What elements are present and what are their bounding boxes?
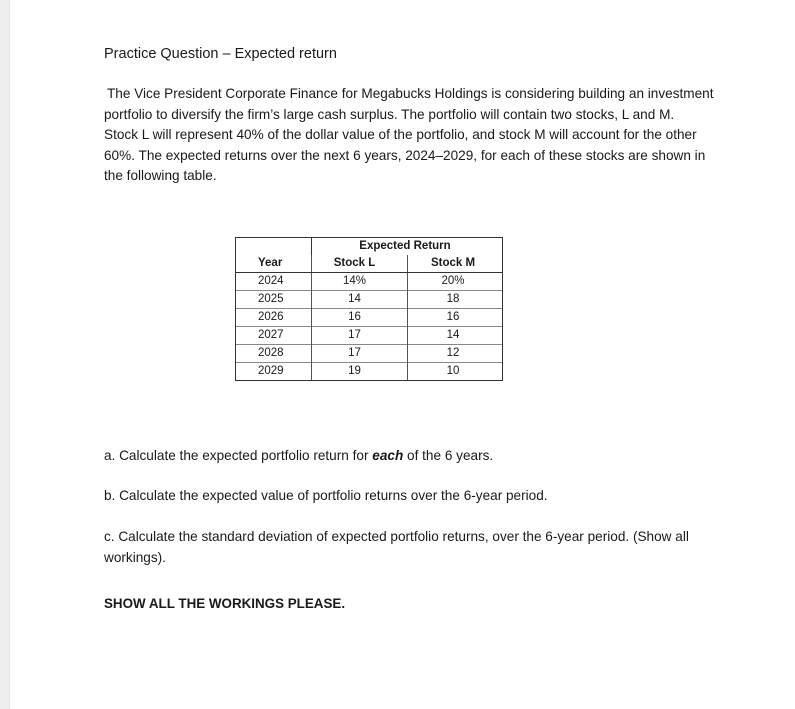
stock-l-cell: 17 — [312, 327, 408, 345]
left-margin-bar — [0, 0, 10, 709]
stock-l-cell: 14 — [312, 291, 408, 309]
expected-return-table — [235, 237, 503, 381]
question-a-emphasis: each — [372, 448, 404, 463]
stock-m-cell: 10 — [408, 363, 503, 381]
show-workings-note: SHOW ALL THE WORKINGS PLEASE. — [104, 596, 346, 611]
stock-l-cell: 17 — [312, 345, 408, 363]
table-column-header-row — [236, 255, 503, 273]
table-row — [236, 291, 503, 309]
intro-line: 60%. The expected returns over the next 6 years, 2024–2029, for each of these stocks are shown in — [104, 147, 706, 163]
document-title: Practice Question – Expected return — [104, 46, 337, 62]
year-cell: 2027 — [236, 327, 312, 345]
table-group-header-row — [236, 238, 503, 256]
intro-paragraph — [104, 84, 736, 187]
year-cell: 2029 — [236, 363, 312, 381]
year-cell: 2026 — [236, 309, 312, 327]
stock-l-cell: 19 — [312, 363, 408, 381]
question-b: b. Calculate the expected value of portfolio returns over the 6-year period. — [104, 488, 548, 503]
stock-l-cell: 16 — [312, 309, 408, 327]
intro-line: portfolio to diversify the firm’s large cash surplus. The portfolio will contain two stocks, L and M. — [104, 106, 675, 122]
year-cell: 2025 — [236, 291, 312, 309]
question-c-line: c. Calculate the standard deviation of expected portfolio returns, over the 6-year period. (Show all — [104, 529, 689, 544]
stock-m-cell: 18 — [408, 291, 503, 309]
table-row — [236, 273, 503, 291]
column-header-stock-l: Stock L — [312, 255, 408, 273]
stock-m-cell: 20% — [408, 273, 503, 291]
intro-line: The Vice President Corporate Finance for Megabucks Holdings is considering building an investment — [107, 86, 714, 101]
expected-return-header: Expected Return — [312, 238, 503, 256]
year-cell: 2028 — [236, 345, 312, 363]
stock-l-cell: 14% — [312, 273, 408, 291]
column-header-year: Year — [236, 255, 312, 273]
year-cell: 2024 — [236, 273, 312, 291]
stock-m-cell: 16 — [408, 309, 503, 327]
table-corner-cell — [236, 238, 312, 256]
intro-line: Stock L will represent 40% of the dollar value of the portfolio, and stock M will account for the other — [104, 127, 697, 142]
question-a — [104, 446, 493, 467]
table-row — [236, 345, 503, 363]
table-row — [236, 309, 503, 327]
question-a-text: a. Calculate the expected portfolio return for — [104, 448, 373, 463]
table-row — [236, 363, 503, 381]
stock-m-cell: 12 — [408, 345, 503, 363]
table-row — [236, 327, 503, 345]
question-c — [104, 527, 734, 568]
column-header-stock-m: Stock M — [408, 255, 503, 273]
stock-m-cell: 14 — [408, 327, 503, 345]
question-a-text-end: of the 6 years. — [403, 448, 494, 463]
question-c-line: workings). — [104, 549, 166, 565]
intro-line: the following table. — [104, 168, 217, 183]
